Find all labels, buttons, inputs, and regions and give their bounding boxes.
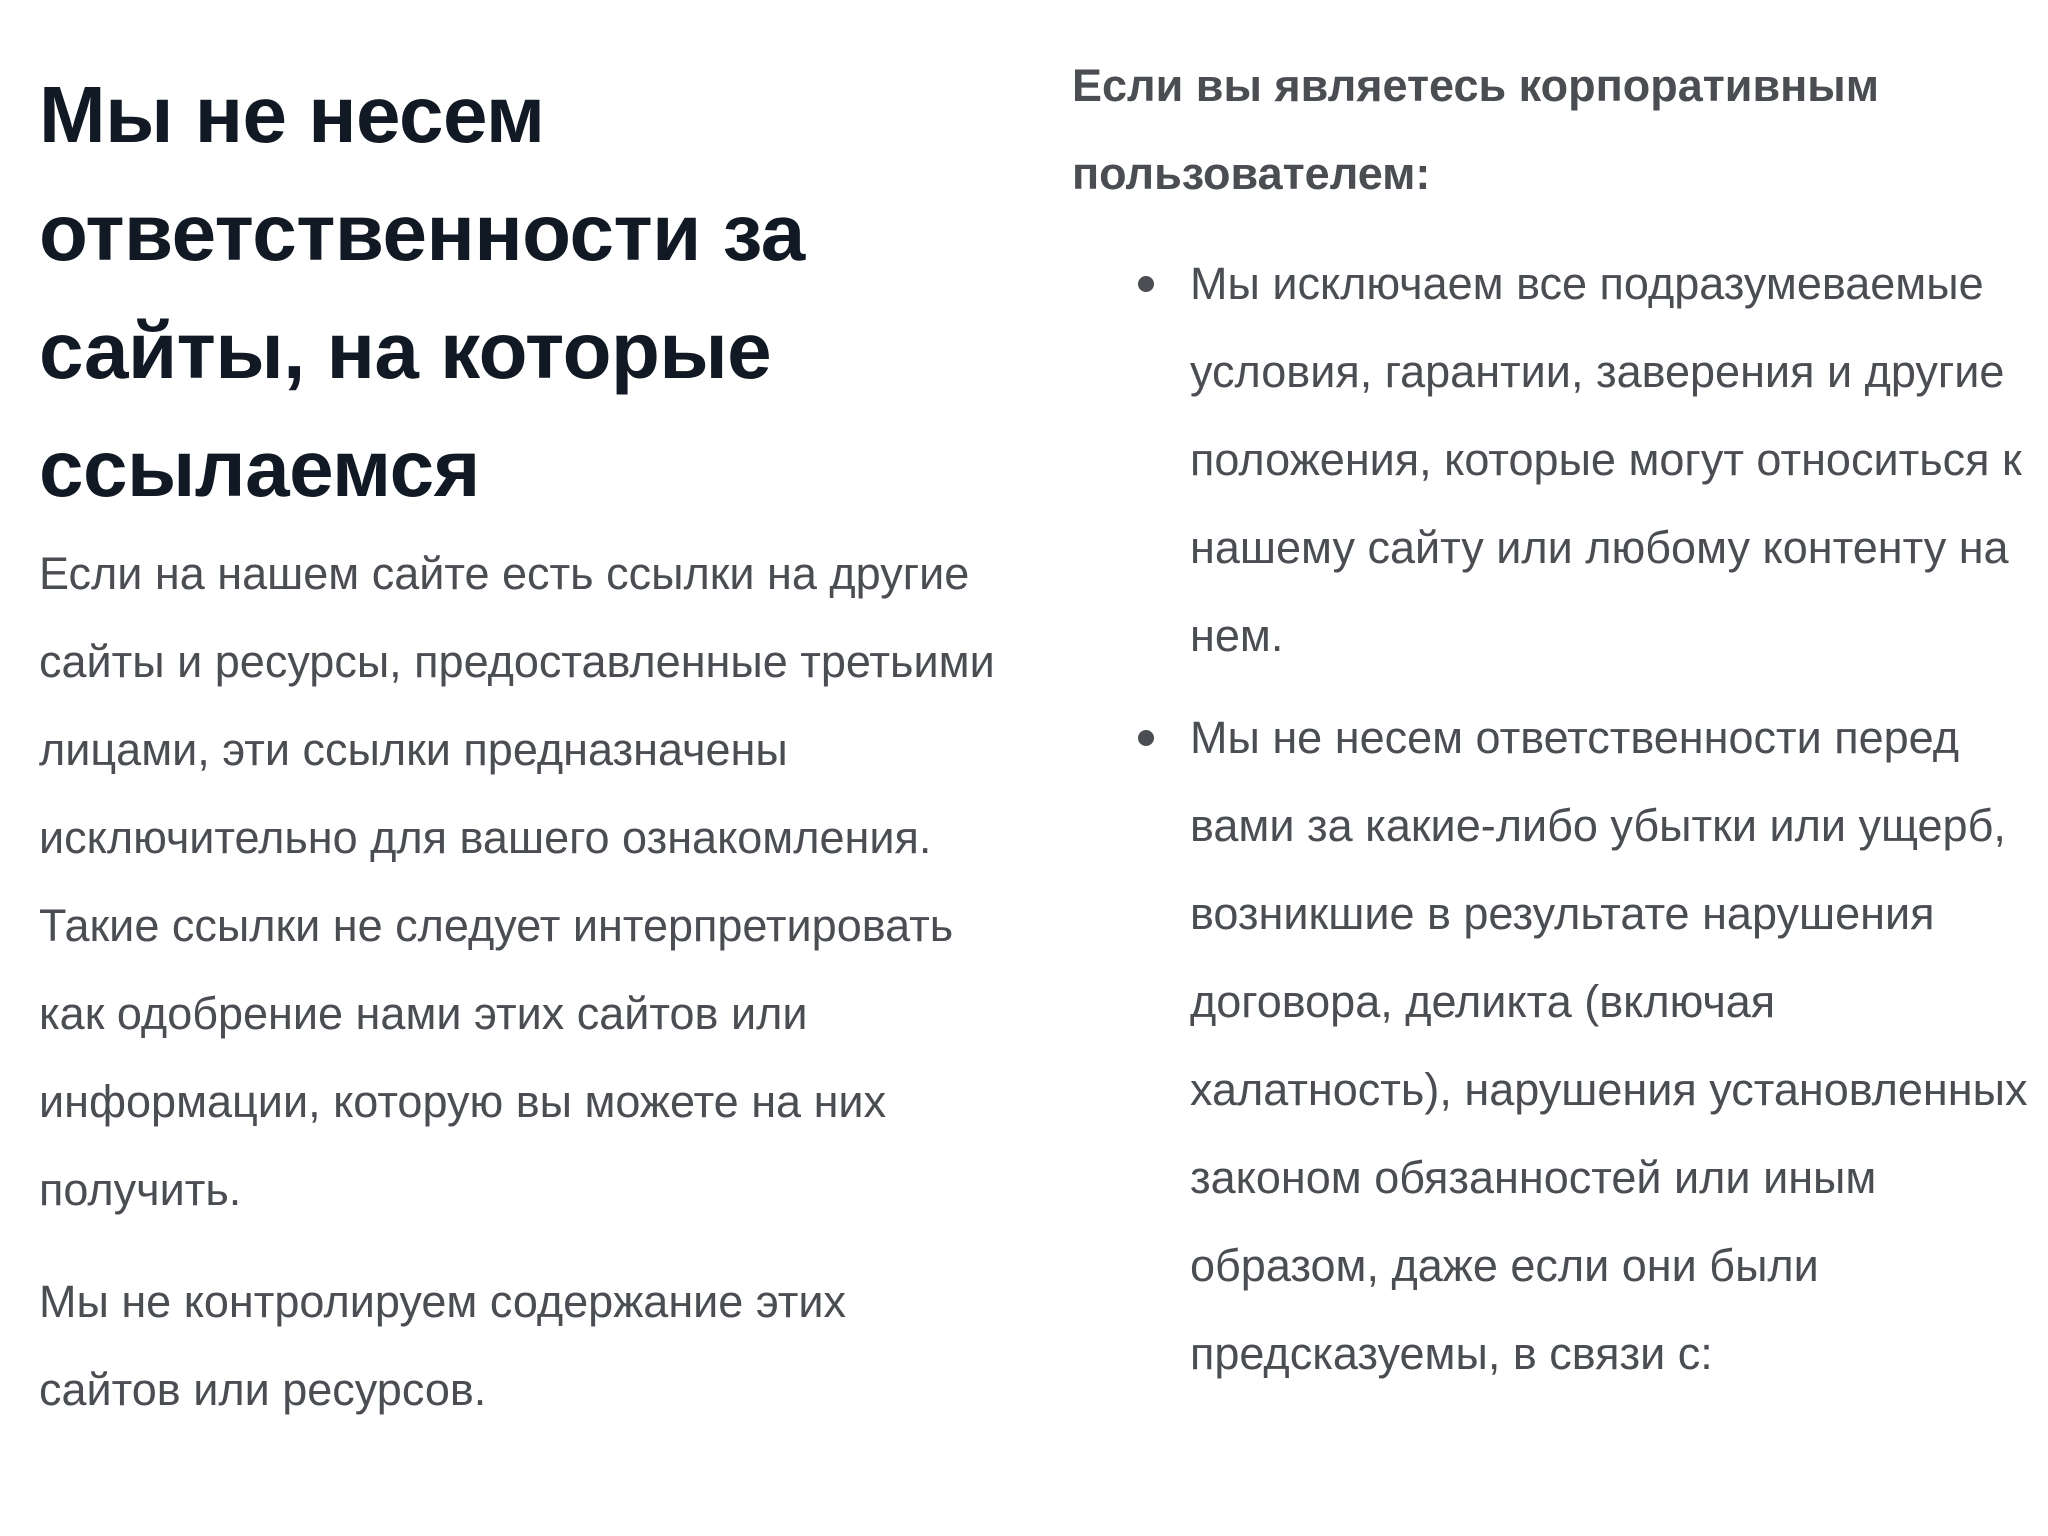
right-column: [1072, 42, 2032, 1412]
terms-list: [1072, 240, 2032, 1398]
list-item-text: Мы не несем ответственности перед вами за какие-либо убытки или ущерб, возникшие в результате нарушения договора, деликта (включая халатность), нарушения установленных законом обязанностей или иным образом, даже если они были предсказуемы, в связи с:: [1190, 712, 2028, 1379]
list-item: [1072, 694, 2032, 1398]
left-column: [39, 56, 999, 1434]
section-heading: Мы не несем ответственности за сайты, на которые ссылаемся: [39, 70, 805, 513]
paragraph-no-control: Мы не контролируем содержание этих сайтов или ресурсов.: [39, 1276, 847, 1415]
list-item: [1072, 240, 2032, 680]
corporate-user-lead: Если вы являетесь корпоративным пользователем:: [1072, 60, 1880, 199]
bullet-icon: [1138, 730, 1154, 746]
paragraph-external-links: Если на нашем сайте есть ссылки на другие сайты и ресурсы, предоставленные третьими лицами, эти ссылки предназначены исключительно для вашего ознакомления. Такие ссылки не следует интерпретировать как одобрение нами этих сайтов или информации, которую вы можете на них получить.: [39, 548, 995, 1215]
bullet-icon: [1138, 276, 1154, 292]
list-item-text: Мы исключаем все подразумеваемые условия, гарантии, заверения и другие положения, которые могут относиться к нашему сайту или любому контенту на нем.: [1190, 258, 2022, 661]
